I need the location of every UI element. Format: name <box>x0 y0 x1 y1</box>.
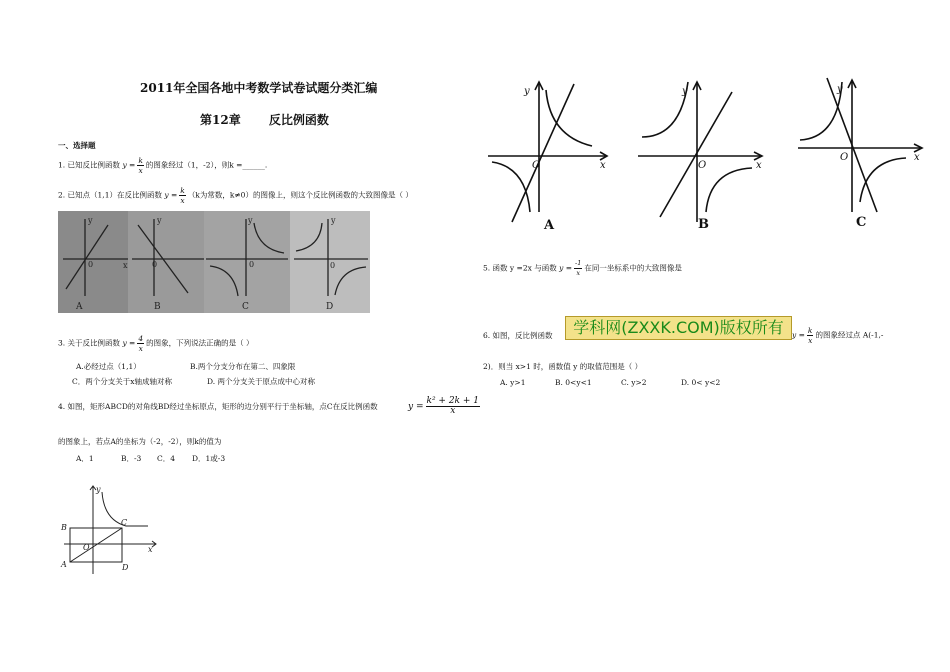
q3-prefix: 3. 关于反比例函数 <box>58 338 121 348</box>
svg-text:0: 0 <box>330 261 336 270</box>
q6-y: y = <box>792 330 805 340</box>
q6-line2: 2)．则当 x>1 时，函数值 y 的取值范围是（ ） <box>483 362 643 371</box>
svg-text:y: y <box>157 216 162 225</box>
question-4 <box>58 401 378 412</box>
graph-a-o: O <box>532 160 541 171</box>
q2-y: y = <box>164 190 178 200</box>
q1-suffix: 的图象经过（1，-2），则k =______. <box>145 160 268 170</box>
q4-line2: 的图象上，若点A的坐标为（-2，-2），则k的值为 <box>58 437 222 446</box>
q1-prefix: 1. 已知反比例函数 <box>58 160 121 170</box>
q4-option-b: B．-3 <box>121 454 142 463</box>
graph-c-y: y <box>837 84 843 95</box>
q6-option-a: A. y>1 <box>500 378 526 387</box>
q4-label-a: A <box>61 560 67 569</box>
q2-prefix: 2. 已知点（1,1）在反比例函数 <box>58 190 162 200</box>
q3-den: x <box>138 344 143 353</box>
question-3 <box>58 334 254 353</box>
q6-option-b: B. 0<y<1 <box>555 378 592 387</box>
graph-b-o: O <box>698 160 707 171</box>
q3-option-a: A.必经过点（1,1） <box>76 362 141 371</box>
q5-prefix: 5. 函数 y =2x 与函数 <box>483 263 557 273</box>
q3-y: y = <box>122 338 136 348</box>
q6-suffix: 的图象经过点 A(-1,- <box>815 330 884 340</box>
q2-fraction <box>179 186 186 205</box>
svg-text:y: y <box>331 216 336 225</box>
graph-a-y: y <box>524 86 530 97</box>
q3-num: 4 <box>138 334 144 343</box>
q6-den: x <box>808 336 813 345</box>
q1-y: y = <box>122 160 136 170</box>
q4-label-y: y <box>96 485 101 494</box>
q6-formula <box>792 326 883 345</box>
chapter-number: 第12章 <box>200 113 241 127</box>
graph-b-label: B <box>698 217 709 232</box>
q6-fraction <box>807 326 814 345</box>
question-1 <box>58 156 267 175</box>
q2-suffix: （k为常数，k≠0）的图像上，则这个反比例函数的大致图像是（ ） <box>187 190 413 200</box>
q4-y: y = <box>408 402 424 412</box>
svg-text:y: y <box>248 216 253 225</box>
q3-suffix: 的图象，下列说法正确的是（ ） <box>146 338 254 348</box>
q2-num: k <box>180 186 185 195</box>
svg-text:y: y <box>88 216 93 225</box>
q3-option-d: D. 两个分支关于原点成中心对称 <box>207 377 316 386</box>
graph-a-label: A <box>544 218 555 233</box>
q4-label-x: x <box>148 545 153 554</box>
svg-text:0: 0 <box>249 260 255 269</box>
graph-c-o: O <box>840 152 849 163</box>
q4-option-a: A．1 <box>76 454 94 463</box>
q4-option-d: D．1或-3 <box>192 454 226 463</box>
graph-a-x: x <box>600 160 606 171</box>
q4-rectangle-figure <box>58 482 168 574</box>
q4-label-o: O <box>83 543 90 552</box>
q1-fraction <box>137 156 144 175</box>
graph-c-x: x <box>914 152 920 163</box>
q3-option-c: C．两个分支关于x轴成轴对称 <box>72 377 172 386</box>
q5-y: y = <box>559 263 573 273</box>
graph-b-x: x <box>756 160 762 171</box>
q2-label-d: D <box>326 302 334 312</box>
q5-fraction <box>574 259 582 278</box>
q2-label-c: C <box>242 302 249 312</box>
document-title: 2011年全国各地中考数学试卷试题分类汇编 <box>140 81 378 95</box>
q4-label-b: B <box>61 523 67 532</box>
q2-graphs-photo <box>58 211 370 313</box>
q4-fraction <box>426 397 481 416</box>
q4-den: x <box>450 406 456 416</box>
q3-option-b: B.两个分支分布在第二、四象限 <box>190 362 296 371</box>
q6-prefix: 6. 如图，反比例函数 <box>483 331 553 340</box>
q6-option-d: D. 0< y<2 <box>681 378 721 387</box>
section-heading: 一、选择题 <box>58 141 96 150</box>
q3-fraction <box>137 334 144 353</box>
q4-label-d: D <box>122 563 129 572</box>
graph-c-label: C <box>856 215 867 230</box>
watermark-banner: 学科网(ZXXK.COM)版权所有 <box>565 316 792 340</box>
q2-label-a: A <box>76 302 83 312</box>
question-6 <box>483 330 553 341</box>
svg-text:0: 0 <box>152 260 158 269</box>
chapter-name: 反比例函数 <box>268 113 329 127</box>
question-2 <box>58 186 413 205</box>
svg-text:0: 0 <box>88 260 94 269</box>
q4-formula <box>408 397 482 416</box>
q4-option-c: C．4 <box>157 454 176 463</box>
graph-b-y: y <box>682 86 688 97</box>
question-5 <box>483 259 682 278</box>
q1-num: k <box>138 156 143 165</box>
svg-text:x: x <box>123 261 128 270</box>
q5-den: x <box>576 269 581 277</box>
q5-graphs <box>482 72 932 242</box>
q4-num: k² + 2k + 1 <box>426 396 479 406</box>
chapter-heading <box>200 111 353 128</box>
q2-den: x <box>180 196 185 205</box>
q5-suffix: 在同一坐标系中的大致图像是 <box>584 263 682 273</box>
q4-prefix: 4. 如图，矩形ABCD的对角线BD经过坐标原点，矩形的边分别平行于坐标轴，点C在反比例函数 <box>58 402 378 411</box>
q6-option-c: C. y>2 <box>621 378 647 387</box>
q4-label-c: C <box>121 518 128 527</box>
q1-den: x <box>138 166 143 175</box>
q2-label-b: B <box>154 302 161 312</box>
q6-num: k <box>807 326 813 335</box>
q5-num: -1 <box>575 259 582 267</box>
